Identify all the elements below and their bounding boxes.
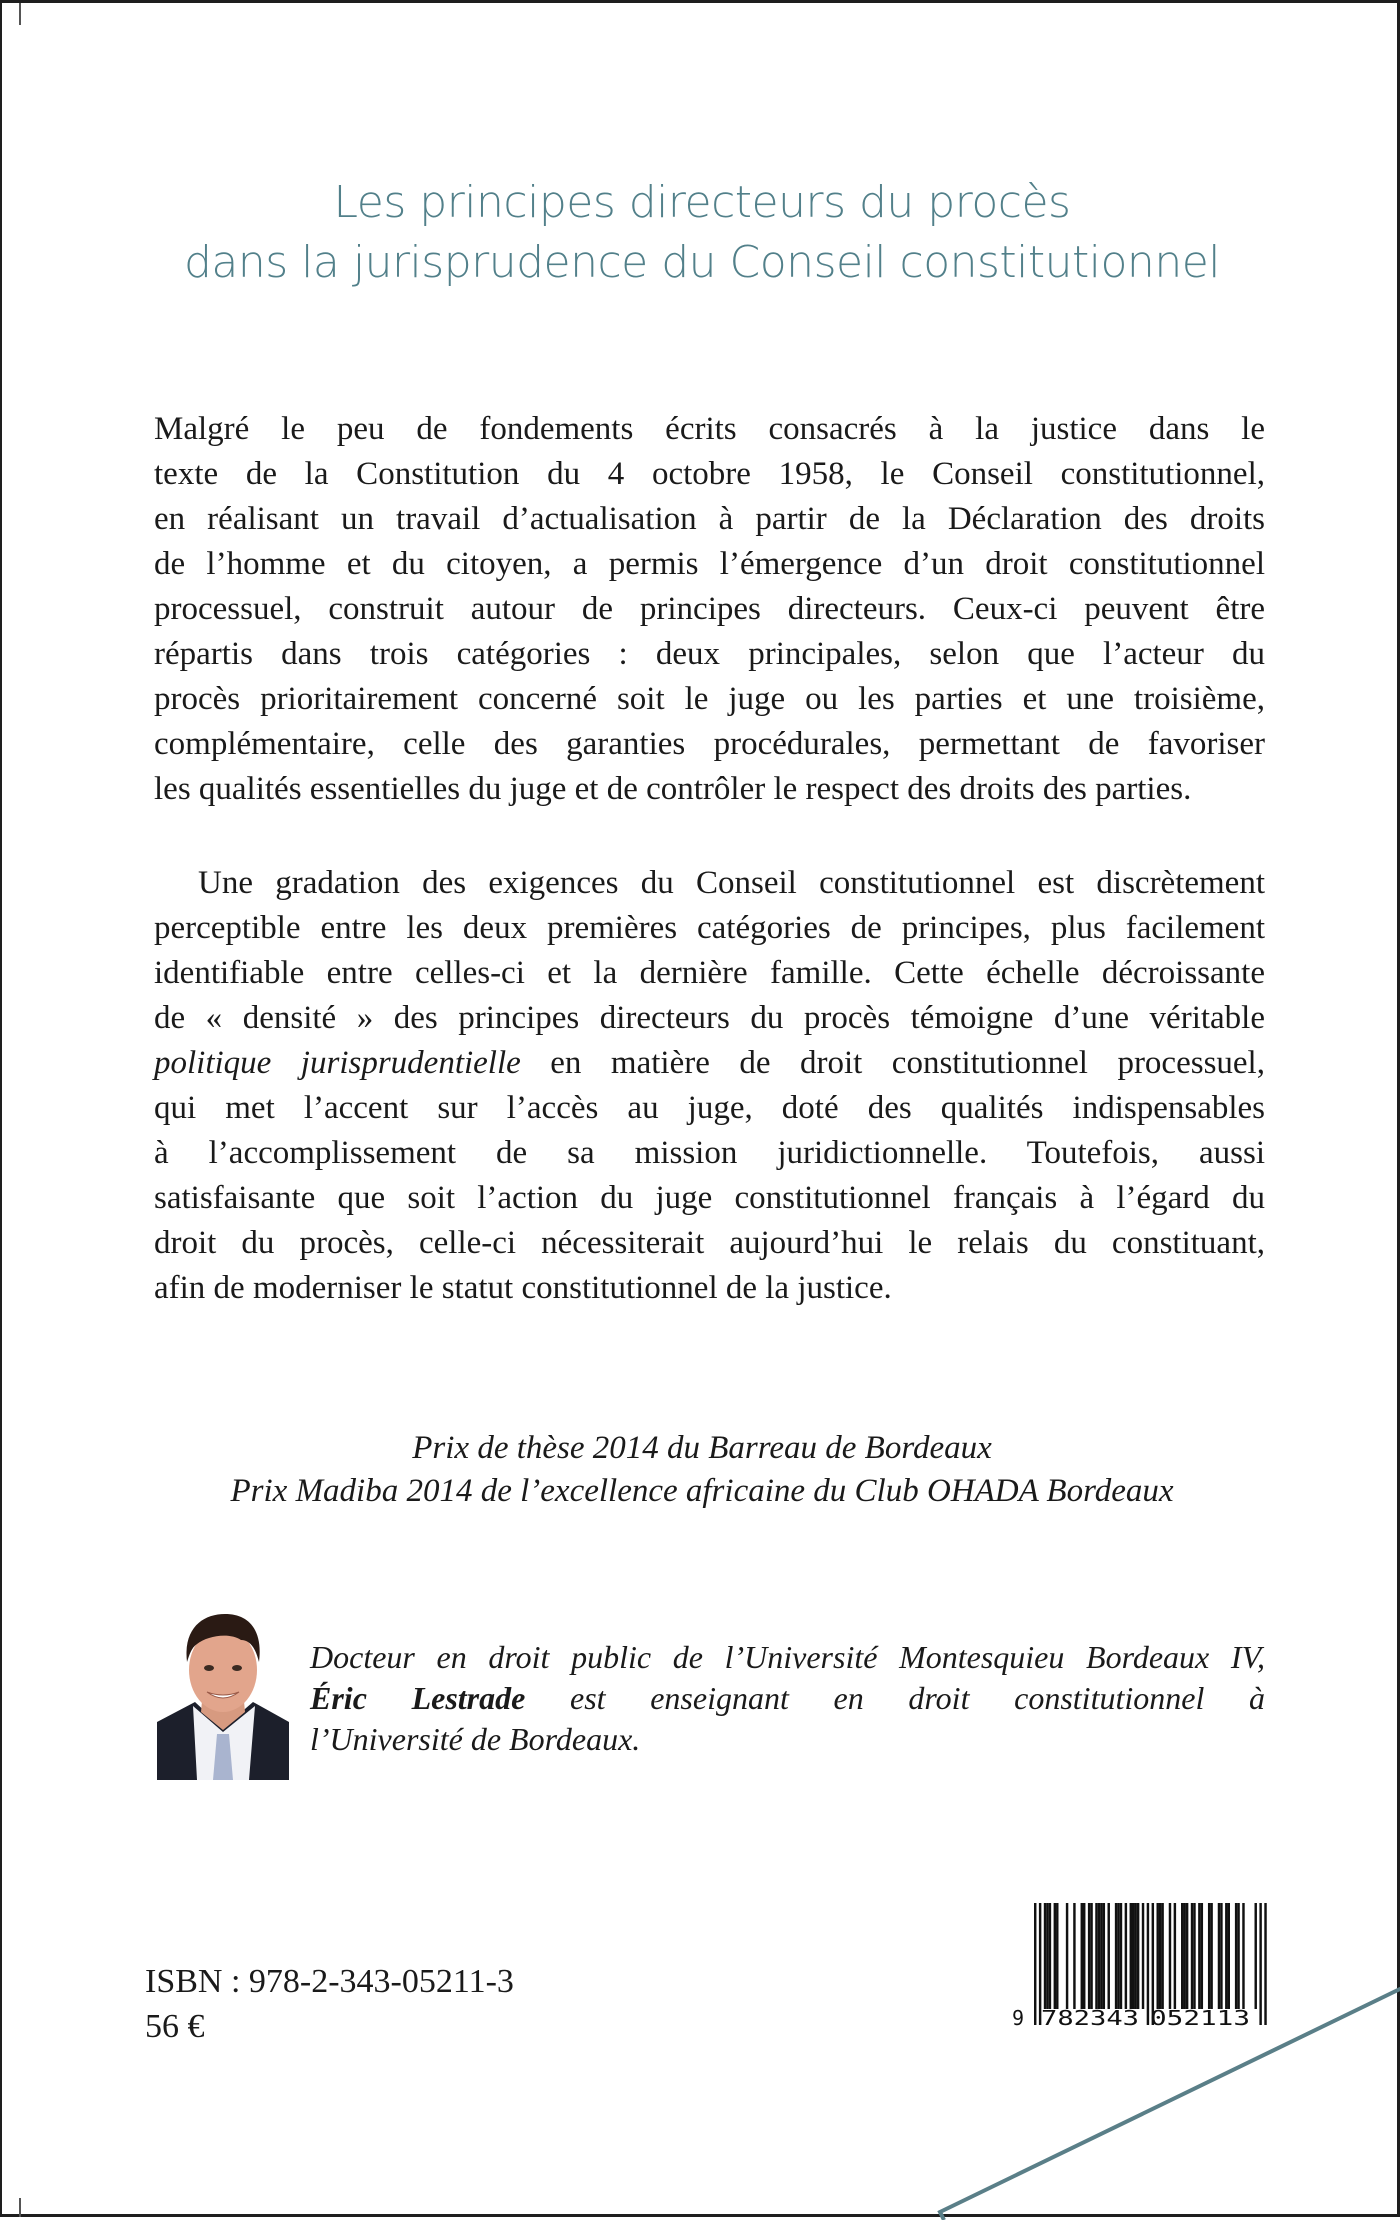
text-line: identifiable entre celles-ci et la dernière famille. Cette échelle décroissante — [154, 955, 1265, 991]
barcode-bar — [1073, 1903, 1075, 2009]
barcode-bar — [1054, 1903, 1056, 2009]
barcode-bar — [1169, 1903, 1171, 2009]
bio-fragment: est enseignant en droit constitutionnel à — [525, 1680, 1266, 1716]
author-portrait-icon — [157, 1610, 289, 1780]
price: 56 € — [145, 2008, 205, 2045]
barcode-icon — [1010, 1901, 1272, 2031]
barcode-bar — [1044, 1903, 1046, 2009]
barcode-bar — [1056, 1903, 1058, 2009]
barcode-bar — [1157, 1903, 1159, 2009]
text-line: procès prioritairement concerné soit le juge ou les parties et une troisième, — [154, 681, 1265, 717]
barcode-bar — [1100, 1903, 1102, 2009]
text-line: qui met l’accent sur l’accès au juge, doté des qualités indispensables — [154, 1090, 1265, 1126]
text-line: de « densité » des principes directeurs du procès témoigne d’une véritable — [154, 1000, 1265, 1036]
text-line: texte de la Constitution du 4 octobre 1958, le Conseil constitutionnel, — [154, 456, 1265, 492]
barcode-bar — [1228, 1903, 1230, 2009]
text-line: les qualités essentielles du juge et de contrôler le respect des droits des parties. — [154, 771, 1192, 807]
barcode-bar — [1117, 1903, 1119, 2009]
barcode-bar — [1174, 1903, 1176, 2009]
author-name: Éric Lestrade — [310, 1680, 526, 1716]
text-line: processuel, construit autour de principes directeurs. Ceux-ci peuvent être — [154, 591, 1265, 627]
publication-info — [145, 1959, 514, 2049]
barcode-bar — [1181, 1903, 1183, 2009]
crop-mark-top-left — [19, 3, 21, 25]
barcode-bar — [1134, 1903, 1136, 2009]
barcode-bar — [1186, 1903, 1188, 2009]
barcode-bar — [1191, 1903, 1193, 2009]
barcode-bar — [1235, 1903, 1237, 2009]
barcode-bar — [1210, 1903, 1212, 2009]
barcode-bar — [1090, 1903, 1092, 2009]
barcode-bar — [1108, 1903, 1110, 2009]
barcode-bar — [1159, 1903, 1161, 2009]
barcode-bar — [1049, 1903, 1051, 2009]
summary-paragraph-1 — [154, 407, 1265, 812]
text-line: afin de moderniser le statut constitutionnel de la justice. — [154, 1270, 892, 1306]
barcode-bar — [1242, 1903, 1244, 2009]
barcode-digit-first: 9 — [1012, 2006, 1025, 2030]
award-line: Prix Madiba 2014 de l’excellence africaine du Club OHADA Bordeaux — [230, 1473, 1174, 1509]
book-title-line-1: Les principes directeurs du procès — [333, 177, 1071, 228]
barcode-bar — [1098, 1903, 1100, 2009]
text-line: en réalisant un travail d’actualisation à partir de la Déclaration des droits — [154, 501, 1265, 537]
barcode-bar — [1208, 1903, 1210, 2009]
barcode — [1010, 1901, 1272, 2031]
text-line: droit du procès, celle-ci nécessiterait aujourd’hui le relais du constituant, — [154, 1225, 1265, 1261]
barcode-bar — [1142, 1903, 1144, 2009]
emphasis-text: politique jurisprudentielle — [154, 1045, 521, 1081]
bio-line: Docteur en droit public de l’Université Montesquieu Bordeaux IV, — [310, 1639, 1265, 1675]
text-line: satisfaisante que soit l’action du juge constitutionnel français à l’égard du — [154, 1180, 1265, 1216]
barcode-bar — [1183, 1903, 1185, 2009]
barcode-bar — [1161, 1903, 1163, 2009]
barcode-bar — [1095, 1903, 1097, 2009]
text-line: Malgré le peu de fondements écrits consacrés à la justice dans le — [154, 411, 1265, 447]
text-line-with-emphasis — [154, 1041, 1265, 1086]
barcode-guard-bar — [1034, 1903, 1036, 2025]
text-line: de l’homme et du citoyen, a permis l’émergence d’un droit constitutionnel — [154, 546, 1265, 582]
barcode-bar — [1198, 1903, 1200, 2009]
barcode-guard-bar — [1264, 1903, 1266, 2025]
text-line: perceptible entre les deux premières catégories de principes, plus facilement — [154, 910, 1265, 946]
barcode-bar — [1115, 1903, 1117, 2009]
book-title-line-2: dans la jurisprudence du Conseil constitutionnel — [183, 237, 1221, 288]
barcode-bar — [1103, 1903, 1105, 2009]
barcode-bar — [1218, 1903, 1220, 2009]
bio-line — [310, 1678, 1265, 1719]
text-line: répartis dans trois catégories : deux principales, selon que l’acteur du — [154, 636, 1265, 672]
summary-paragraph-2 — [154, 861, 1265, 1311]
barcode-bar — [1081, 1903, 1083, 2009]
barcode-bar — [1193, 1903, 1195, 2009]
text-line: complémentaire, celle des garanties procédurales, permettant de favoriser — [154, 726, 1265, 762]
author-bio — [310, 1637, 1265, 1760]
text-line: Une gradation des exigences du Conseil constitutionnel est discrètement — [198, 865, 1265, 901]
barcode-bar — [1220, 1903, 1222, 2009]
barcode-bar — [1125, 1903, 1127, 2009]
barcode-bar — [1255, 1903, 1257, 2009]
bio-line: l’Université de Bordeaux. — [310, 1721, 641, 1757]
barcode-bar — [1120, 1903, 1122, 2009]
barcode-guard-bar — [1259, 1903, 1261, 2025]
text-fragment: en matière de droit constitutionnel processuel, — [520, 1045, 1265, 1081]
barcode-bar — [1225, 1903, 1227, 2009]
crop-mark-bottom-left — [19, 2198, 21, 2217]
text-line: à l’accomplissement de sa mission juridictionnelle. Toutefois, aussi — [154, 1135, 1265, 1171]
barcode-bar — [1088, 1903, 1090, 2009]
barcode-bar — [1132, 1903, 1134, 2009]
barcode-bar — [1137, 1903, 1139, 2009]
barcode-guard-bar — [1147, 1903, 1149, 2025]
book-title — [2, 173, 1400, 293]
barcode-bar — [1066, 1903, 1068, 2009]
barcode-digits-right: 052113 — [1150, 2006, 1250, 2030]
isbn: ISBN : 978-2-343-05211-3 — [145, 1963, 514, 2000]
barcode-bar — [1130, 1903, 1132, 2009]
awards — [2, 1427, 1400, 1513]
author-photo — [157, 1610, 289, 1780]
barcode-bar — [1046, 1903, 1048, 2009]
barcode-bar — [1201, 1903, 1203, 2009]
barcode-digits-left: 782343 — [1041, 2006, 1139, 2030]
award-line: Prix de thèse 2014 du Barreau de Bordeaux — [412, 1430, 992, 1466]
barcode-bar — [1083, 1903, 1085, 2009]
barcode-bar — [1237, 1903, 1239, 2009]
